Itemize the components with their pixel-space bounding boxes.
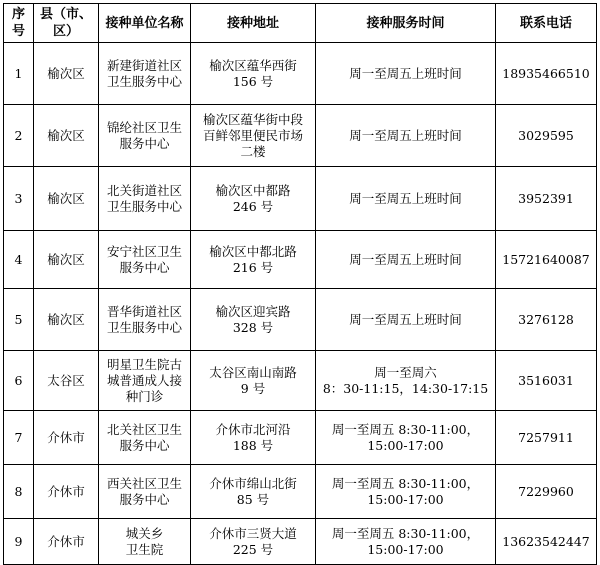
- cell-hours: 周一至周五上班时间: [316, 231, 496, 289]
- cell-phone: 3276128: [496, 289, 597, 351]
- header-hours: 接种服务时间: [316, 4, 496, 43]
- cell-phone: 15721640087: [496, 231, 597, 289]
- cell-phone: 7257911: [496, 411, 597, 465]
- cell-hours: 周一至周五上班时间: [316, 105, 496, 167]
- header-county: 县（市、区）: [34, 4, 99, 43]
- cell-no: 8: [4, 465, 34, 519]
- header-unit: 接种单位名称: [99, 4, 191, 43]
- vaccination-sites-table: [3, 3, 597, 565]
- table-row: [4, 411, 597, 465]
- table-row: [4, 351, 597, 411]
- cell-address: 榆次区中都路 246 号: [191, 167, 316, 231]
- cell-phone: 3952391: [496, 167, 597, 231]
- cell-county: 榆次区: [34, 43, 99, 105]
- cell-address: 介休市北河沿 188 号: [191, 411, 316, 465]
- cell-hours: 周一至周六 8：30-11:15，14:30-17:15: [316, 351, 496, 411]
- table-row: [4, 231, 597, 289]
- cell-unit: 锦纶社区卫生服务中心: [99, 105, 191, 167]
- cell-address: 榆次区蕴华街中段 百鲜邻里便民市场 二楼: [191, 105, 316, 167]
- cell-address: 榆次区迎宾路 328 号: [191, 289, 316, 351]
- cell-county: 榆次区: [34, 231, 99, 289]
- cell-no: 6: [4, 351, 34, 411]
- cell-unit: 晋华街道社区卫生服务中心: [99, 289, 191, 351]
- cell-unit: 安宁社区卫生服务中心: [99, 231, 191, 289]
- cell-no: 9: [4, 519, 34, 565]
- cell-hours: 周一至周五上班时间: [316, 167, 496, 231]
- table-row: [4, 167, 597, 231]
- cell-no: 1: [4, 43, 34, 105]
- table-row: [4, 465, 597, 519]
- cell-phone: 18935466510: [496, 43, 597, 105]
- cell-unit: 城关乡 卫生院: [99, 519, 191, 565]
- table-row: [4, 43, 597, 105]
- cell-address: 介休市绵山北街 85 号: [191, 465, 316, 519]
- table-row: [4, 519, 597, 565]
- header-row: [4, 4, 597, 43]
- cell-phone: 13623542447: [496, 519, 597, 565]
- cell-no: 4: [4, 231, 34, 289]
- header-address: 接种地址: [191, 4, 316, 43]
- cell-address: 榆次区蕴华西街 156 号: [191, 43, 316, 105]
- cell-unit: 北关街道社区卫生服务中心: [99, 167, 191, 231]
- table-row: [4, 105, 597, 167]
- cell-phone: 7229960: [496, 465, 597, 519]
- cell-county: 介休市: [34, 411, 99, 465]
- cell-no: 5: [4, 289, 34, 351]
- cell-no: 3: [4, 167, 34, 231]
- cell-hours: 周一至周五 8:30-11:00， 15:00-17:00: [316, 465, 496, 519]
- cell-address: 榆次区中都北路 216 号: [191, 231, 316, 289]
- header-phone: 联系电话: [496, 4, 597, 43]
- header-no: 序号: [4, 4, 34, 43]
- cell-county: 榆次区: [34, 167, 99, 231]
- cell-no: 2: [4, 105, 34, 167]
- cell-county: 榆次区: [34, 105, 99, 167]
- cell-address: 介休市三贤大道 225 号: [191, 519, 316, 565]
- cell-hours: 周一至周五上班时间: [316, 43, 496, 105]
- cell-unit: 明星卫生院古城普通成人接种门诊: [99, 351, 191, 411]
- cell-county: 介休市: [34, 465, 99, 519]
- cell-county: 榆次区: [34, 289, 99, 351]
- cell-phone: 3029595: [496, 105, 597, 167]
- table-row: [4, 289, 597, 351]
- cell-unit: 北关社区卫生服务中心: [99, 411, 191, 465]
- cell-hours: 周一至周五上班时间: [316, 289, 496, 351]
- cell-county: 太谷区: [34, 351, 99, 411]
- cell-unit: 新建街道社区卫生服务中心: [99, 43, 191, 105]
- cell-hours: 周一至周五 8:30-11:00， 15:00-17:00: [316, 519, 496, 565]
- cell-hours: 周一至周五 8:30-11:00， 15:00-17:00: [316, 411, 496, 465]
- cell-no: 7: [4, 411, 34, 465]
- cell-phone: 3516031: [496, 351, 597, 411]
- cell-unit: 西关社区卫生服务中心: [99, 465, 191, 519]
- cell-county: 介休市: [34, 519, 99, 565]
- cell-address: 太谷区南山南路 9 号: [191, 351, 316, 411]
